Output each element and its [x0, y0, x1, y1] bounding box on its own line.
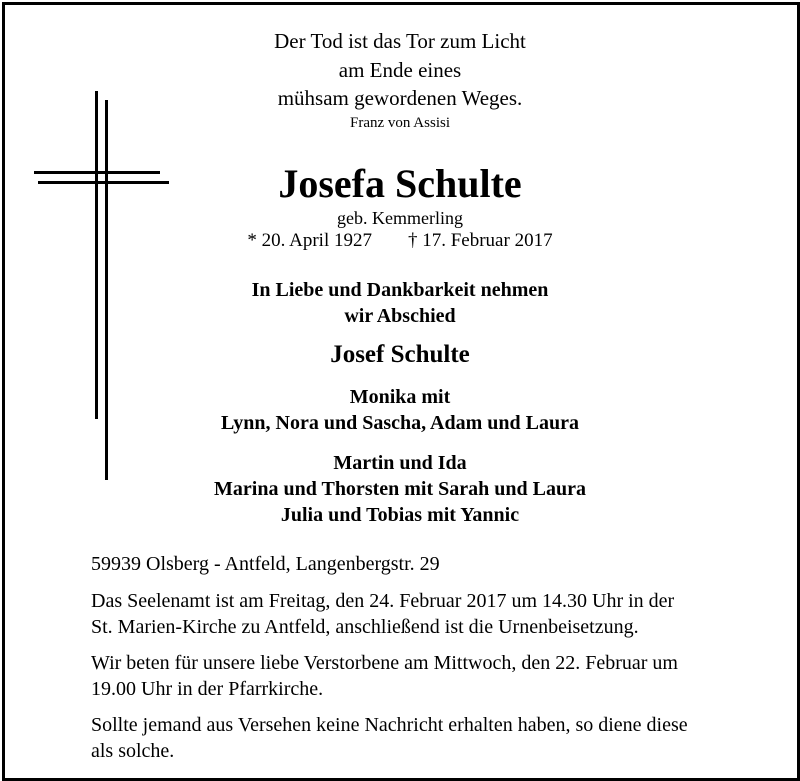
family-2-line-3: Julia und Tobias mit Yannic	[280, 504, 520, 526]
family-1-line-1: Monika mit	[349, 386, 451, 408]
prayer-line-2: 19.00 Uhr in der Pfarrkirche.	[91, 678, 324, 700]
death-date: † 17. Februar 2017	[407, 230, 553, 251]
prayer-line-1: Wir beten für unsere liebe Verstorbene am Mittwoch, den 22. Februar um	[91, 652, 678, 674]
motto-line-3: mühsam gewordenen Weges.	[277, 86, 523, 110]
life-dates	[0, 230, 800, 252]
notice-line-1: Sollte jemand aus Versehen keine Nachricht erhalten haben, so diene diese	[91, 714, 688, 736]
address: 59939 Olsberg - Antfeld, Langenbergstr. 29	[91, 553, 440, 575]
motto-line-1: Der Tod ist das Tor zum Licht	[274, 29, 526, 53]
family-1-line-2: Lynn, Nora und Sascha, Adam und Laura	[221, 412, 579, 434]
service-line-1: Das Seelenamt ist am Freitag, den 24. Februar 2017 um 14.30 Uhr in der	[91, 590, 675, 612]
deceased-name: Josefa Schulte	[278, 161, 522, 206]
spouse-name: Josef Schulte	[330, 341, 470, 368]
maiden-name: geb. Kemmerling	[337, 208, 463, 228]
family-2-line-2: Marina und Thorsten mit Sarah und Laura	[214, 478, 586, 500]
family-2-line-1: Martin und Ida	[333, 452, 467, 474]
farewell-line-1: In Liebe und Dankbarkeit nehmen	[251, 279, 549, 301]
farewell-line-2: wir Abschied	[344, 305, 456, 327]
birth-date: * 20. April 1927	[247, 230, 372, 251]
service-line-2: St. Marien-Kirche zu Antfeld, anschließend ist die Urnenbeisetzung.	[91, 616, 639, 638]
notice-line-2: als solche.	[91, 740, 175, 762]
motto-author: Franz von Assisi	[349, 115, 450, 131]
motto-line-2: am Ende eines	[338, 58, 462, 82]
